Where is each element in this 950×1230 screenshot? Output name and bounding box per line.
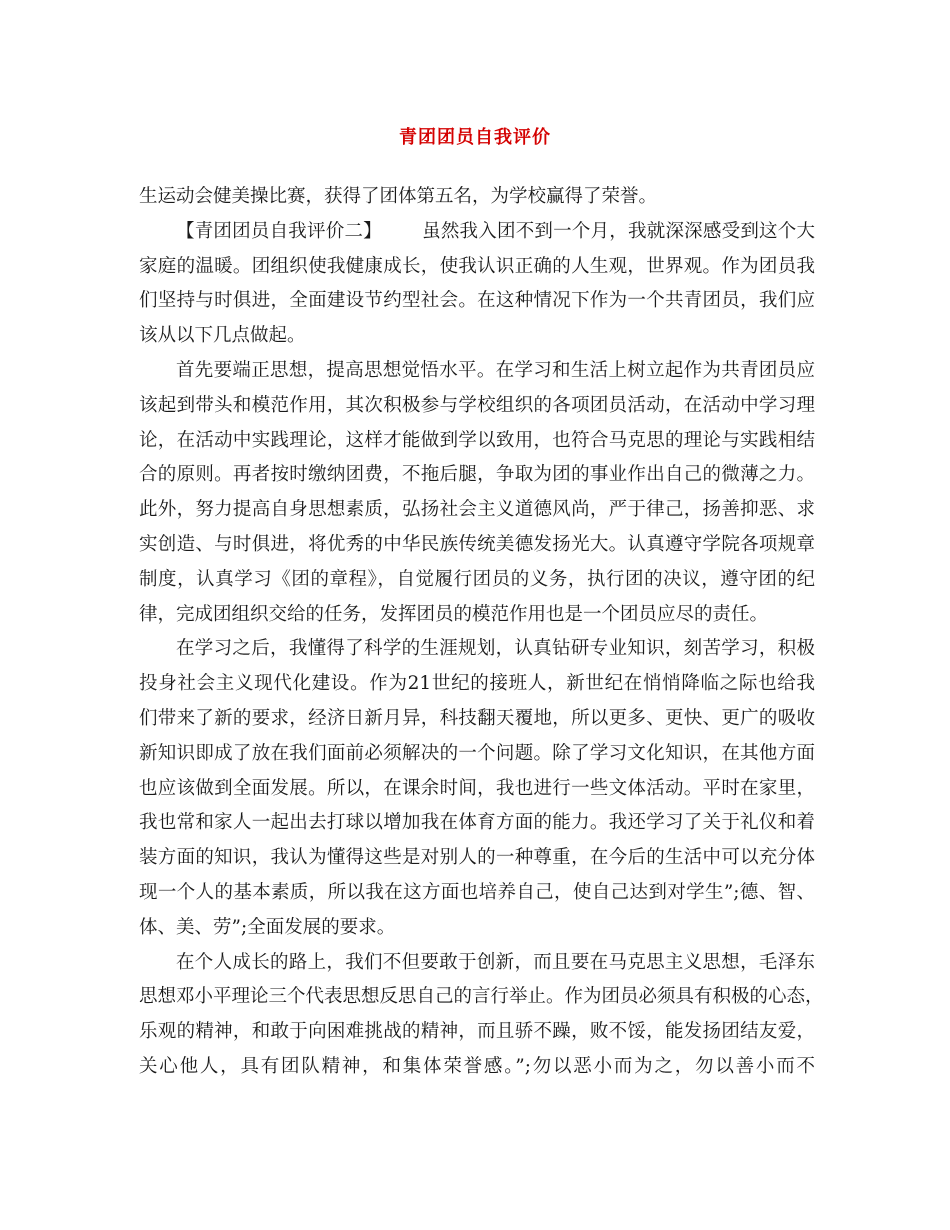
text-line: 该从以下几点做起。 (139, 325, 306, 347)
text-line: 此外，努力提高自身思想素质，弘扬社会主义道德风尚，严于律己，扬善抑恶、求 (139, 499, 815, 521)
text-line: 新知识即成了放在我们面前必须解决的一个问题。除了学习文化知识，在其他方面 (139, 742, 815, 764)
text-line: 思想邓小平理论三个代表思想反思自己的言行举止。作为团员必须具有积极的心态， (139, 986, 824, 1008)
text-line: 生运动会健美操比赛，获得了团体第五名，为学校赢得了荣誉。 (139, 186, 658, 207)
text-line: 我也常和家人一起出去打球以增加我在体育方面的能力。我还学习了关于礼仪和着 (139, 812, 815, 834)
paragraph-2 (139, 215, 815, 354)
text-line: 该起到带头和模范作用，其次积极参与学校组织的各项团员活动，在活动中学习理 (139, 394, 815, 416)
text-line: 体、美、劳”;全面发展的要求。 (139, 916, 396, 938)
text-line: 制度，认真学习《团的章程》，自觉履行团员的义务，执行团的决议，遵守团的纪 (139, 568, 815, 590)
text-line: 们带来了新的要求，经济日新月异，科技翻天覆地，所以更多、更快、更广的吸收 (139, 707, 815, 729)
text-line: 在学习之后，我懂得了科学的生涯规划，认真钻研专业知识，刻苦学习，积极 (176, 638, 815, 660)
text-line: 首先要端正思想，提高思想觉悟水平。在学习和生活上树立起作为共青团员应 (176, 359, 815, 381)
text-line: 家庭的温暖。团组织使我健康成长，使我认识正确的人生观，世界观。作为团员我 (139, 255, 815, 277)
paragraph-4 (139, 632, 815, 945)
paragraph-1 (139, 180, 815, 215)
text-line: 乐观的精神，和敢于向困难挑战的精神，而且骄不躁，败不馁，能发扬团结友爱， (139, 1021, 815, 1043)
paragraph-5 (139, 946, 824, 1085)
text-line (139, 215, 815, 250)
text-line: 律，完成团组织交给的任务，发挥团员的模范作用也是一个团员应尽的责任。 (139, 603, 769, 625)
text-line: 论，在活动中实践理论，这样才能做到学以致用，也符合马克思的理论与实践相结 (139, 429, 815, 451)
text-line: 在个人成长的路上，我们不但要敢于创新，而且要在马克思主义思想，毛泽东 (176, 951, 815, 973)
text-line: 装方面的知识，我认为懂得这些是对别人的一种尊重，在今后的生活中可以充分体 (139, 847, 815, 869)
text-line: 现一个人的基本素质，所以我在这方面也培养自己，使自己达到对学生”;德、智、 (139, 881, 815, 903)
text-line: 合的原则。再者按时缴纳团费，不拖后腿，争取为团的事业作出自己的微薄之力。 (139, 464, 815, 486)
text-line: 也应该做到全面发展。所以，在课余时间，我也进行一些文体活动。平时在家里， (139, 777, 815, 799)
text-line: 关心他人，具有团队精神，和集体荣誉感。”;勿以恶小而为之，勿以善小而不 (139, 1055, 815, 1077)
section-tag: 【青团团员自我评价二】 (176, 220, 382, 242)
text-line: 们坚持与时俱进，全面建设节约型社会。在这种情况下作为一个共青团员，我们应 (139, 290, 815, 312)
document-body (139, 180, 824, 1085)
document-title: 青团团员自我评价 (399, 127, 551, 148)
text-line: 投身社会主义现代化建设。作为21世纪的接班人，新世纪在悄悄降临之际也给我 (139, 673, 815, 695)
paragraph-3 (139, 354, 815, 632)
text-fragment: 虽然我入团不到一个月，我就深深感受到这个大 (421, 220, 815, 242)
text-line: 实创造、与时俱进，将优秀的中华民族传统美德发扬光大。认真遵守学院各项规章 (139, 533, 815, 555)
